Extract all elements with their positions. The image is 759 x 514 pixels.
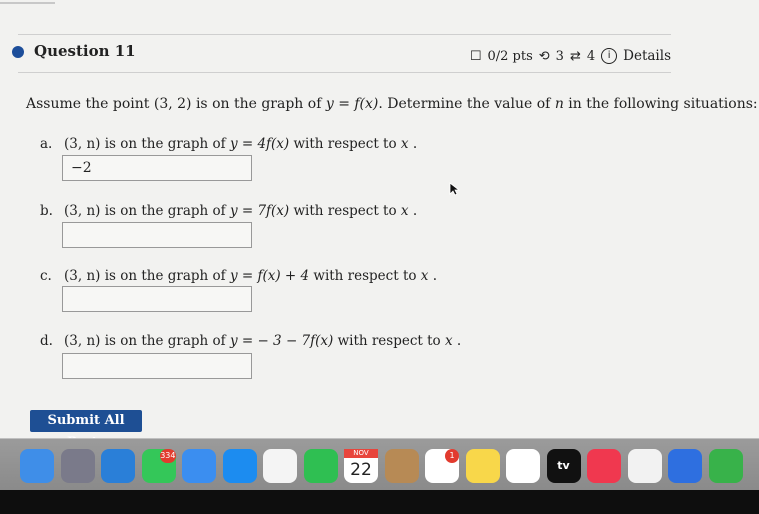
part-variable: x bbox=[400, 136, 409, 152]
part-d-text bbox=[40, 333, 461, 349]
part-text: . bbox=[456, 333, 462, 349]
numbers-icon[interactable] bbox=[709, 449, 743, 483]
part-point: (3, n) bbox=[64, 333, 101, 349]
prompt-text: in the following situations: bbox=[563, 96, 758, 112]
prompt-text: Assume the point bbox=[26, 96, 154, 112]
prompt-variable: n bbox=[554, 96, 564, 112]
launchpad-icon[interactable] bbox=[61, 449, 95, 483]
part-text: with respect to bbox=[289, 136, 401, 152]
part-point: (3, n) bbox=[64, 203, 101, 219]
prompt-text: . Determine the value of bbox=[378, 96, 555, 112]
finder-icon[interactable] bbox=[20, 449, 54, 483]
answer-input-d[interactable] bbox=[62, 353, 252, 379]
part-text: . bbox=[412, 203, 418, 219]
question-title: Question 11 bbox=[34, 42, 136, 60]
freeform-icon[interactable] bbox=[506, 449, 540, 483]
part-text: is on the graph of bbox=[100, 268, 230, 284]
mail-icon[interactable] bbox=[182, 449, 216, 483]
part-a-text bbox=[40, 136, 417, 152]
calendar-day: 22 bbox=[350, 460, 372, 480]
submit-all-parts-button[interactable]: Submit All bbox=[30, 410, 142, 432]
question-prompt bbox=[26, 96, 758, 112]
question-meta bbox=[470, 48, 671, 64]
attempts-count: 4 bbox=[586, 48, 596, 64]
notification-badge: 1 bbox=[445, 449, 459, 463]
messages-icon[interactable] bbox=[142, 449, 176, 483]
details-link[interactable]: Details bbox=[623, 48, 671, 64]
news-icon[interactable] bbox=[628, 449, 662, 483]
part-variable: x bbox=[444, 333, 453, 349]
app-label: tv bbox=[557, 459, 570, 472]
apple-tv-icon[interactable] bbox=[547, 449, 581, 483]
question-status-dot bbox=[12, 46, 24, 58]
part-b-text bbox=[40, 203, 417, 219]
prompt-function: y = f(x) bbox=[325, 96, 379, 112]
prompt-text: is on the graph of bbox=[191, 96, 326, 112]
part-equation: y = 4f(x) bbox=[229, 136, 290, 152]
part-variable: x bbox=[400, 203, 409, 219]
answer-input-b[interactable] bbox=[62, 222, 252, 248]
part-equation: y = 7f(x) bbox=[229, 203, 290, 219]
divider bbox=[18, 72, 671, 73]
part-text: is on the graph of bbox=[100, 136, 230, 152]
divider bbox=[18, 34, 671, 35]
contacts-icon[interactable] bbox=[385, 449, 419, 483]
part-variable: x bbox=[420, 268, 429, 284]
screen-bezel bbox=[0, 490, 759, 514]
notes-icon[interactable] bbox=[466, 449, 500, 483]
part-text: with respect to bbox=[309, 268, 421, 284]
photos-icon[interactable] bbox=[263, 449, 297, 483]
part-point: (3, n) bbox=[64, 268, 101, 284]
divider bbox=[0, 2, 55, 4]
notification-badge: 334 bbox=[160, 449, 175, 463]
part-c-text bbox=[40, 268, 437, 284]
checkbox-icon: ☐ bbox=[469, 48, 482, 64]
answer-input-c[interactable] bbox=[62, 286, 252, 312]
part-letter: d. bbox=[40, 333, 53, 349]
answer-input-a[interactable]: −2 bbox=[62, 155, 252, 181]
part-text: is on the graph of bbox=[100, 333, 230, 349]
part-text: is on the graph of bbox=[100, 203, 230, 219]
calendar-month: NOV bbox=[344, 449, 378, 458]
part-text: . bbox=[412, 136, 418, 152]
part-letter: b. bbox=[40, 203, 53, 219]
retries-count: 3 bbox=[555, 48, 564, 64]
part-letter: c. bbox=[40, 268, 52, 284]
reminders-icon[interactable] bbox=[425, 449, 459, 483]
points-label: 0/2 pts bbox=[487, 48, 533, 64]
calendar-icon[interactable] bbox=[344, 449, 378, 483]
question-header bbox=[12, 42, 671, 70]
app-store-icon[interactable] bbox=[223, 449, 257, 483]
part-equation: y = f(x) + 4 bbox=[229, 268, 310, 284]
part-text: with respect to bbox=[333, 333, 445, 349]
retry-icon: ⟲ bbox=[538, 48, 550, 64]
part-equation: y = − 3 − 7f(x) bbox=[229, 333, 334, 349]
part-point: (3, n) bbox=[64, 136, 101, 152]
part-text: with respect to bbox=[289, 203, 401, 219]
music-icon[interactable] bbox=[587, 449, 621, 483]
mouse-cursor-icon bbox=[449, 182, 461, 196]
keynote-icon[interactable] bbox=[668, 449, 702, 483]
safari-icon[interactable] bbox=[101, 449, 135, 483]
facetime-icon[interactable] bbox=[304, 449, 338, 483]
attempts-icon: ⇄ bbox=[569, 48, 581, 64]
part-text: . bbox=[432, 268, 438, 284]
part-letter: a. bbox=[40, 136, 53, 152]
dock bbox=[0, 438, 759, 491]
info-icon[interactable]: i bbox=[601, 48, 617, 64]
prompt-point: (3, 2) bbox=[153, 96, 192, 112]
